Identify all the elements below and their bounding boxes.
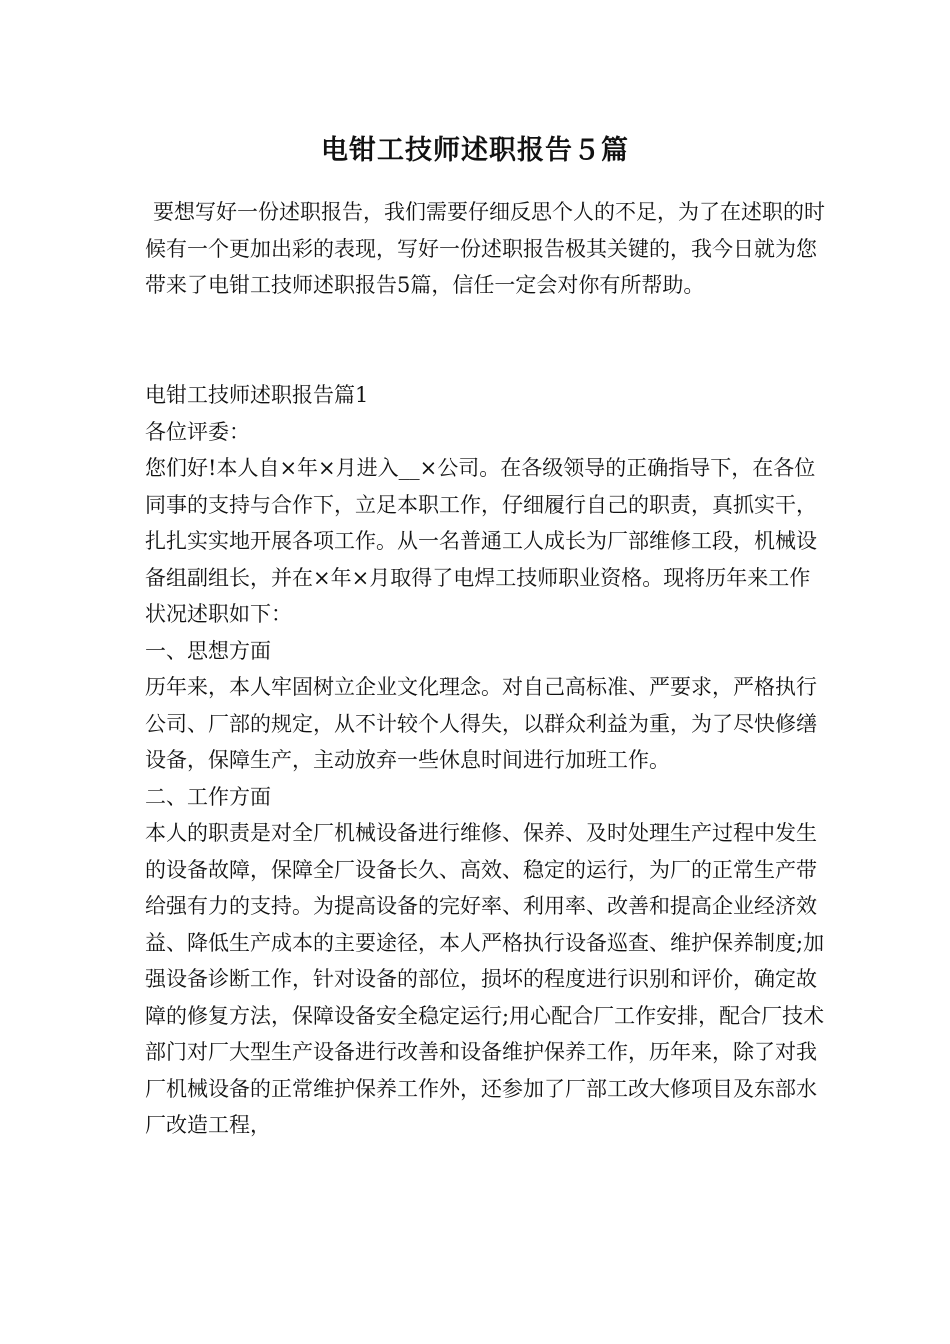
paragraph-opening: 您们好!本人自×年×月进入__×公司。在各级领导的正确指导下，在各位同事的支持与合作下，立足本职工作，仔细履行自己的职责，真抓实干，扎扎实实地开展各项工作。从一名普通工人成长为厂部维修工段，机械设备组副组长，并在×年×月取得了电焊工技师职业资格。现将历年来工作状况述职如下：: [145, 456, 817, 626]
intro-text: 要想写好一份述职报告，我们需要仔细反思个人的不足，为了在述职的时候有一个更加出彩的表现，写好一份述职报告极其关键的，我今日就为您带来了电钳工技师述职报告5篇，信任一定会对你有所帮助。: [145, 200, 825, 297]
paragraph-ideology: 历年来，本人牢固树立企业文化理念。对自己高标准、严要求，严格执行公司、厂部的规定，从不计较个人得失，以群众利益为重，为了尽快修缮设备，保障生产，主动放弃一些休息时间进行加班工作。: [145, 675, 817, 772]
intro-paragraph: [145, 194, 825, 304]
heading-work: 二、工作方面: [145, 784, 271, 809]
heading-ideology: 一、思想方面: [145, 638, 271, 663]
section-heading: 电钳工技师述职报告篇1: [145, 383, 369, 407]
report-body: [145, 377, 825, 1144]
paragraph-work: 本人的职责是对全厂机械设备进行维修、保养、及时处理生产过程中发生的设备故障，保障全厂设备长久、高效、稳定的运行，为厂的正常生产带给强有力的支持。为提高设备的完好率、利用率、改善和提高企业经济效益、降低生产成本的主要途径，本人严格执行设备巡查、维护保养制度;加强设备诊断工作，针对设备的部位，损坏的程度进行识别和评价，确定故障的修复方法，保障设备安全稳定运行;用心配合厂工作安排，配合厂技术部门对厂大型生产设备进行改善和设备维护保养工作，历年来，除了对我厂机械设备的正常维护保养工作外，还参加了厂部工改大修项目及东部水厂改造工程，: [145, 821, 825, 1137]
document-title: 电钳工技师述职报告５篇: [321, 135, 629, 166]
salutation: 各位评委：: [145, 419, 250, 444]
